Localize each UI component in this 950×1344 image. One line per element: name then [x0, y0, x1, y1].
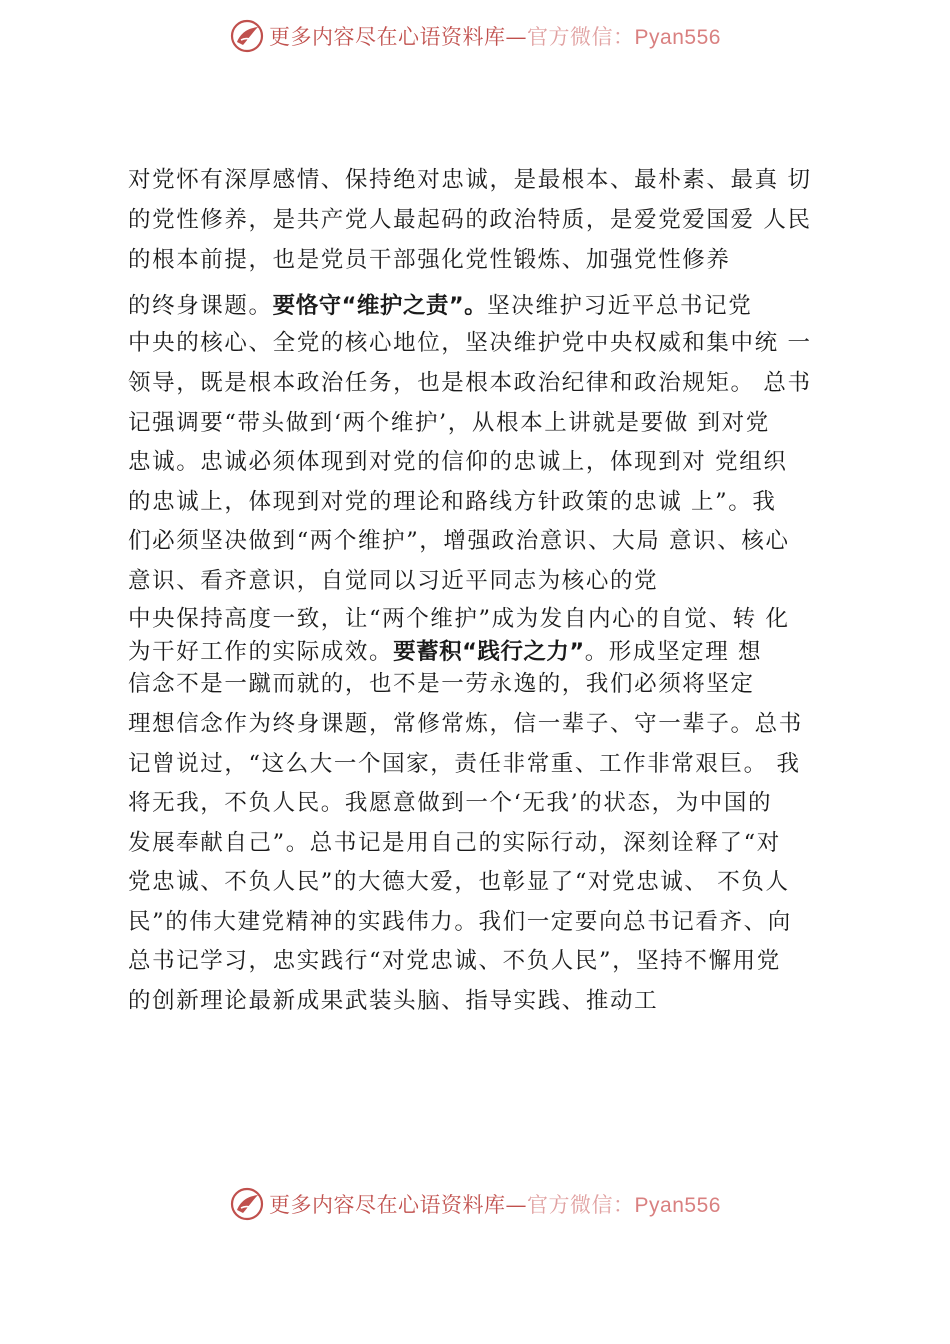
watermark-wechat-label: 官方微信：	[527, 25, 635, 49]
text-segment: 领导，既是根本政治任务，也是根本政治纪律和政治规矩。 总书	[128, 370, 812, 396]
text-line	[128, 867, 790, 897]
text-segment: 为干好工作的实际成效。	[128, 639, 394, 665]
watermark-wechat-label: 官方微信：	[527, 1193, 635, 1217]
text-line	[128, 566, 658, 596]
text-segment: 的创新理论最新成果武装头脑、指导实践、推动工	[128, 988, 659, 1014]
bold-heading-segment: 要恪守“维护之责”。	[272, 293, 488, 319]
watermark-text	[269, 1189, 721, 1219]
text-segment: 记强调要“带头做到‘两个维护’，从根本上讲就是要做 到对党	[128, 410, 770, 436]
text-segment: 。形成坚定理 想	[584, 639, 763, 665]
text-segment: 将无我，不负人民。我愿意做到一个‘无我’的状态，为中国的	[128, 790, 773, 816]
watermark-text	[269, 21, 721, 51]
watermark-dash: —	[505, 1193, 528, 1217]
text-line	[128, 245, 731, 275]
text-segment: 的终身课题。	[128, 293, 273, 319]
text-segment: 信念不是一蹴而就的，也不是一劳永逸的，我们必须将坚定	[128, 671, 755, 697]
text-segment: 总书记学习，忠实践行“对党忠诚、不负人民”，坚持不懈用党	[128, 948, 781, 974]
text-line	[128, 205, 812, 235]
text-segment: 忠诚。忠诚必须体现到对党的信仰的忠诚上，体现到对 党组织	[128, 449, 788, 475]
text-line	[128, 447, 787, 477]
text-line	[128, 709, 803, 739]
text-segment: 意识、看齐意识，自觉同以习近平同志为核心的党	[128, 568, 659, 594]
brand-logo-icon	[229, 18, 265, 54]
watermark-wechat-id: Pyan556	[634, 26, 721, 49]
text-segment: 们必须坚决做到“两个维护”，增强政治意识、大局 意识、核心	[128, 528, 790, 554]
text-segment: 的根本前提，也是党员干部强化党性锻炼、加强党性修养	[128, 247, 731, 273]
header-watermark	[0, 14, 950, 58]
text-line	[128, 165, 812, 195]
text-line	[128, 946, 781, 976]
text-line	[128, 328, 812, 358]
text-line	[128, 749, 801, 779]
text-line	[128, 291, 752, 321]
text-line	[128, 669, 755, 699]
watermark-dash: —	[505, 25, 528, 49]
text-segment: 理想信念作为终身课题，常修常炼，信一辈子、守一辈子。总书	[128, 711, 803, 737]
text-line	[128, 526, 790, 556]
watermark-title: 更多内容尽在心语资料库	[269, 1193, 506, 1217]
text-segment: 的忠诚上，体现到对党的理论和路线方针政策的忠诚 上”。我	[128, 489, 777, 515]
text-segment: 坚决维护习近平总书记党	[487, 293, 753, 319]
text-line	[128, 986, 658, 1016]
watermark-title: 更多内容尽在心语资料库	[269, 25, 506, 49]
text-segment: 对党怀有深厚感情、保持绝对忠诚，是最根本、最朴素、最真 切	[128, 167, 812, 193]
text-segment: 记曾说过，“这么大一个国家，责任非常重、工作非常艰巨。 我	[128, 751, 801, 777]
text-segment: 中央保持高度一致，让“两个维护”成为发自内心的自觉、转 化	[128, 606, 790, 632]
text-line	[128, 604, 790, 634]
text-line	[128, 408, 770, 438]
watermark-wechat-id: Pyan556	[634, 1194, 721, 1217]
text-line	[128, 828, 781, 858]
text-segment: 发展奉献自己”。总书记是用自己的实际行动，深刻诠释了“对	[128, 830, 781, 856]
footer-watermark	[0, 1182, 950, 1226]
text-segment: 民”的伟大建党精神的实践伟力。我们一定要向总书记看齐、向	[128, 909, 792, 935]
text-line	[128, 637, 762, 667]
brand-logo-icon	[229, 1186, 265, 1222]
text-segment: 中央的核心、全党的核心地位，坚决维护党中央权威和集中统 一	[128, 330, 812, 356]
text-segment: 党忠诚、不负人民”的大德大爱，也彰显了“对党忠诚、 不负人	[128, 869, 790, 895]
text-line	[128, 487, 776, 517]
bold-heading-segment: 要蓄积“践行之力”	[393, 639, 585, 665]
text-segment: 的党性修养，是共产党人最起码的政治特质，是爱党爱国爱 人民	[128, 207, 812, 233]
text-line	[128, 907, 792, 937]
text-line	[128, 368, 812, 398]
text-line	[128, 788, 772, 818]
